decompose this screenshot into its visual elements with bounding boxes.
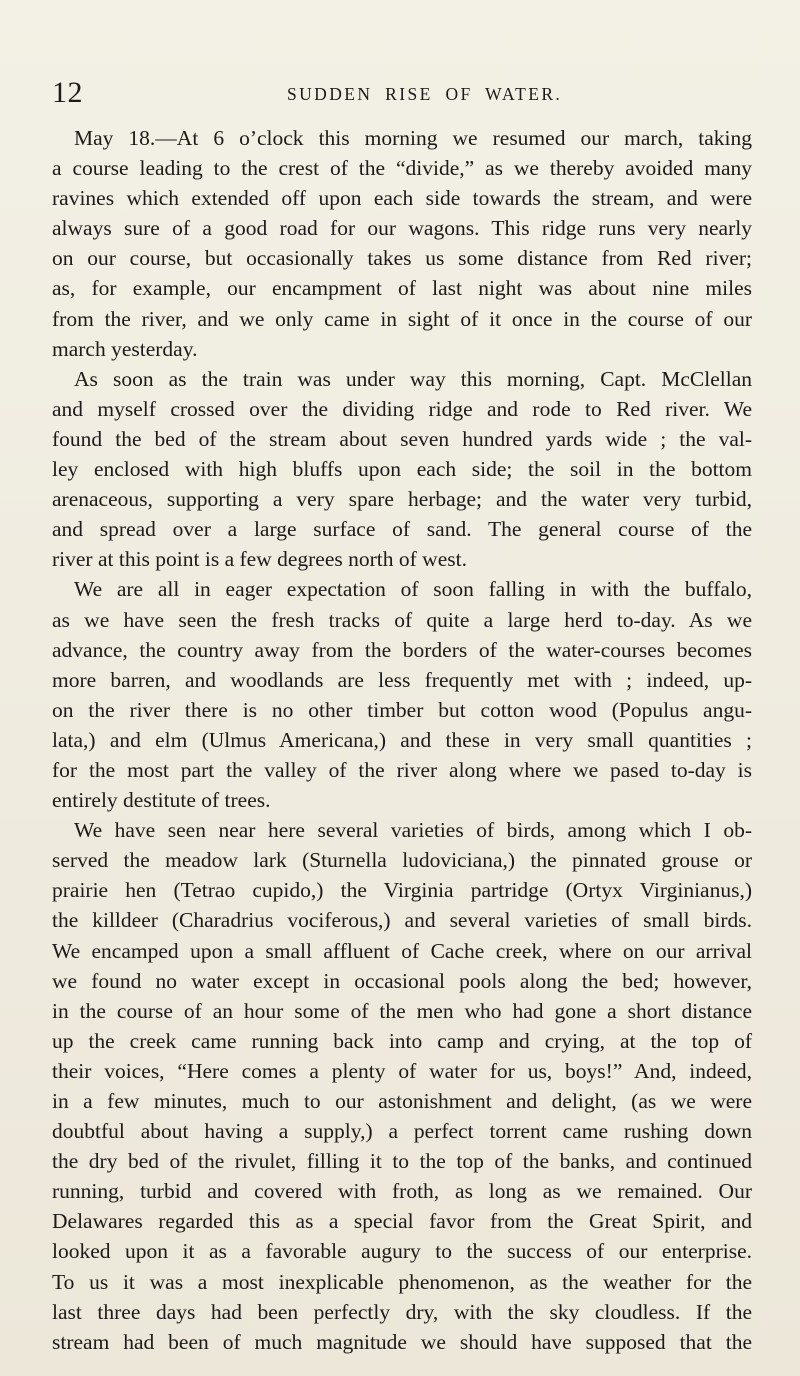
running-title: SUDDEN RISE OF WATER. bbox=[287, 84, 563, 104]
text-line: entirely destitute of trees. bbox=[52, 788, 271, 813]
text-line: served the meadow lark (Sturnella ludoviciana,) the pinnated grouse or bbox=[52, 848, 752, 873]
text-line: a course leading to the crest of the “divide,” as we thereby avoided many bbox=[52, 156, 752, 181]
text-line: on the river there is no other timber but cotton wood (Populus angu- bbox=[52, 697, 752, 722]
text-line: May 18.—At 6 o’clock this morning we resumed our march, taking bbox=[74, 126, 752, 150]
text-line: lata,) and elm (Ulmus Americana,) and these in very small quantities ; bbox=[52, 727, 752, 752]
text-line: in the course of an hour some of the men who had gone a short distance bbox=[52, 998, 752, 1023]
text-line: arenaceous, supporting a very spare herbage; and the water very turbid, bbox=[52, 487, 752, 512]
text-line: for the most part the valley of the river along where we pased to-day is bbox=[52, 757, 752, 782]
text-line: We encamped upon a small affluent of Cache creek, where on our arrival bbox=[52, 938, 752, 963]
text-line: found the bed of the stream about seven hundred yards wide ; the val- bbox=[52, 426, 752, 451]
page-number: 12 bbox=[52, 76, 83, 109]
text-line: their voices, “Here comes a plenty of water for us, boys!” And, indeed, bbox=[52, 1058, 752, 1083]
text-line: up the creek came running back into camp and crying, at the top of bbox=[52, 1028, 752, 1053]
body-text bbox=[52, 123, 752, 1357]
text-line: march yesterday. bbox=[52, 336, 198, 361]
text-line: and myself crossed over the dividing ridge and rode to Red river. We bbox=[52, 396, 752, 421]
text-line: and spread over a large surface of sand. The general course of the bbox=[52, 517, 752, 542]
text-line: running, turbid and covered with froth, as long as we remained. Our bbox=[52, 1179, 752, 1204]
text-line: As soon as the train was under way this morning, Capt. McClellan bbox=[74, 366, 752, 391]
text-line: as we have seen the fresh tracks of quite a large herd to-day. As we bbox=[52, 607, 752, 632]
text-line: more barren, and woodlands are less frequently met with ; indeed, up- bbox=[52, 667, 752, 692]
text-line: We are all in eager expectation of soon falling in with the buffalo, bbox=[74, 577, 752, 602]
text-line: on our course, but occasionally takes us some distance from Red river; bbox=[52, 246, 752, 271]
text-line: Delawares regarded this as a special favor from the Great Spirit, and bbox=[52, 1209, 752, 1234]
text-line: ley enclosed with high bluffs upon each side; the soil in the bottom bbox=[52, 457, 752, 482]
text-line: from the river, and we only came in sight of it once in the course of our bbox=[52, 306, 752, 331]
text-line: we found no water except in occasional pools along the bed; however, bbox=[52, 968, 752, 993]
text-line: prairie hen (Tetrao cupido,) the Virginia partridge (Ortyx Virginianus,) bbox=[52, 878, 752, 903]
text-line: the killdeer (Charadrius vociferous,) and several varieties of small birds. bbox=[52, 908, 752, 933]
text-line: looked upon it as a favorable augury to the success of our enterprise. bbox=[52, 1239, 752, 1264]
text-line: doubtful about having a supply,) a perfect torrent came rushing down bbox=[52, 1119, 752, 1144]
text-line: advance, the country away from the borders of the water-courses becomes bbox=[52, 637, 752, 662]
text-line: in a few minutes, much to our astonishment and delight, (as we were bbox=[52, 1089, 752, 1113]
text-line: last three days had been perfectly dry, with the sky cloudless. If the bbox=[52, 1299, 752, 1324]
text-line: always sure of a good road for our wagons. This ridge runs very nearly bbox=[52, 216, 752, 241]
text-line: stream had been of much magnitude we should have supposed that the bbox=[52, 1329, 752, 1354]
running-head bbox=[52, 76, 750, 108]
text-line: the dry bed of the rivulet, filling it to the top of the banks, and continued bbox=[52, 1149, 752, 1174]
text-line: as, for example, our encampment of last night was about nine miles bbox=[52, 276, 752, 301]
text-line: river at this point is a few degrees north of west. bbox=[52, 547, 467, 572]
text-line: We have seen near here several varieties of birds, among which I ob- bbox=[74, 818, 752, 843]
text-line: ravines which extended off upon each side towards the stream, and were bbox=[52, 186, 752, 211]
text-line: To us it was a most inexplicable phenomenon, as the weather for the bbox=[52, 1269, 752, 1294]
